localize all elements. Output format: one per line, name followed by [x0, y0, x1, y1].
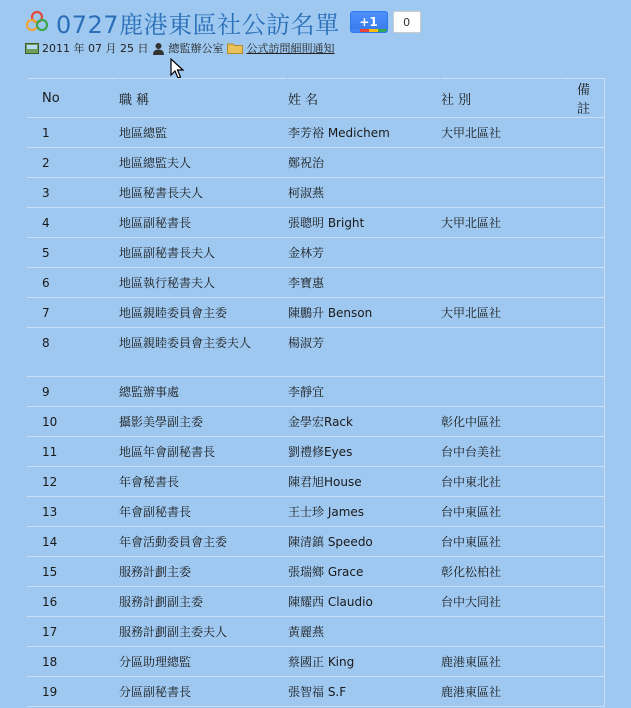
cell-club — [441, 328, 562, 377]
table-header-row — [28, 79, 605, 118]
cell-club — [441, 377, 562, 407]
cell-title: 服務計劃副主委 — [119, 587, 288, 617]
cell-no: 10 — [28, 407, 119, 437]
cell-name: 金學宏Rack — [288, 407, 441, 437]
table-row — [28, 148, 605, 178]
post-meta — [25, 40, 334, 56]
table-row — [28, 497, 605, 527]
cell-name: 張智福 S.F — [288, 677, 441, 707]
cell-no: 4 — [28, 208, 119, 238]
visit-list-table — [27, 78, 605, 707]
cell-no: 11 — [28, 437, 119, 467]
user-icon — [152, 42, 165, 55]
table-row — [28, 118, 605, 148]
cell-name: 陳鵬升 Benson — [288, 298, 441, 328]
cell-note — [562, 178, 605, 208]
cell-club: 彰化松柏社 — [441, 557, 562, 587]
cell-name: 張瑞鄉 Grace — [288, 557, 441, 587]
cell-no: 1 — [28, 118, 119, 148]
cell-name: 黃麗燕 — [288, 617, 441, 647]
cell-note — [562, 407, 605, 437]
cell-name: 王士珍 James — [288, 497, 441, 527]
col-header-name: 姓 名 — [288, 79, 441, 118]
cell-title: 年會副秘書長 — [119, 497, 288, 527]
cell-no: 12 — [28, 467, 119, 497]
cell-no: 19 — [28, 677, 119, 707]
cell-club: 台中大同社 — [441, 587, 562, 617]
cell-note — [562, 557, 605, 587]
cell-no: 13 — [28, 497, 119, 527]
cell-club: 台中東區社 — [441, 527, 562, 557]
table-row — [28, 557, 605, 587]
cell-title: 分區副秘書長 — [119, 677, 288, 707]
post-title[interactable]: 0727鹿港東區社公訪名單 — [56, 10, 340, 39]
col-header-note: 備 註 — [562, 79, 605, 118]
cell-note — [562, 677, 605, 707]
cell-title: 服務計劃主委 — [119, 557, 288, 587]
cell-note — [562, 298, 605, 328]
table-row — [28, 647, 605, 677]
cell-name: 柯淑燕 — [288, 178, 441, 208]
cell-note — [562, 377, 605, 407]
cell-no: 5 — [28, 238, 119, 268]
plus-one-count: 0 — [393, 11, 421, 33]
table-row — [28, 677, 605, 707]
google-plus-one[interactable] — [350, 11, 421, 33]
table-row — [28, 178, 605, 208]
cell-no: 9 — [28, 377, 119, 407]
cell-name: 金林芳 — [288, 238, 441, 268]
cell-club: 彰化中區社 — [441, 407, 562, 437]
cell-club: 鹿港東區社 — [441, 677, 562, 707]
cell-club: 大甲北區社 — [441, 208, 562, 238]
cell-no: 17 — [28, 617, 119, 647]
cell-club — [441, 268, 562, 298]
cell-title: 地區副秘書長 — [119, 208, 288, 238]
table-body — [28, 118, 605, 707]
cell-note — [562, 497, 605, 527]
cell-club — [441, 238, 562, 268]
cell-name: 李寶惠 — [288, 268, 441, 298]
cell-title: 攝影美學副主委 — [119, 407, 288, 437]
cell-club — [441, 178, 562, 208]
col-header-no: No — [28, 79, 119, 118]
cell-note — [562, 268, 605, 298]
cell-note — [562, 467, 605, 497]
table-row — [28, 377, 605, 407]
cell-name: 劉禮修Eyes — [288, 437, 441, 467]
cell-name: 鄭祝治 — [288, 148, 441, 178]
table-row — [28, 407, 605, 437]
cell-note — [562, 617, 605, 647]
cell-note — [562, 647, 605, 677]
cell-title: 分區助理總監 — [119, 647, 288, 677]
post-date: 2011 年 07 月 25 日 — [42, 42, 149, 55]
cell-title: 地區親睦委員會主委 — [119, 298, 288, 328]
post-header — [24, 6, 421, 38]
table-row — [28, 208, 605, 238]
cell-no: 2 — [28, 148, 119, 178]
table-row — [28, 617, 605, 647]
cell-note — [562, 148, 605, 178]
cell-club — [441, 617, 562, 647]
mouse-cursor-icon — [170, 58, 184, 80]
cell-name: 陳清鎮 Speedo — [288, 527, 441, 557]
col-header-title: 職 稱 — [119, 79, 288, 118]
cell-club: 大甲北區社 — [441, 298, 562, 328]
table-row — [28, 328, 605, 377]
cell-title: 地區親睦委員會主委夫人 — [119, 328, 288, 377]
cell-note — [562, 328, 605, 377]
cell-title: 總監辦事處 — [119, 377, 288, 407]
table-row — [28, 268, 605, 298]
cell-note — [562, 208, 605, 238]
table-row — [28, 587, 605, 617]
folder-icon — [227, 42, 243, 54]
calendar-image-icon — [25, 43, 39, 54]
cell-title: 地區秘書長夫人 — [119, 178, 288, 208]
table-row — [28, 467, 605, 497]
cell-title: 年會活動委員會主委 — [119, 527, 288, 557]
cell-name: 張聰明 Bright — [288, 208, 441, 238]
cell-name: 陳君旭House — [288, 467, 441, 497]
cell-note — [562, 527, 605, 557]
cell-title: 地區副秘書長夫人 — [119, 238, 288, 268]
cell-no: 8 — [28, 328, 119, 377]
cell-note — [562, 238, 605, 268]
cell-title: 地區總監 — [119, 118, 288, 148]
post-category-link[interactable]: 公式訪問細則通知 — [246, 42, 335, 55]
table-row — [28, 298, 605, 328]
cell-club — [441, 148, 562, 178]
cell-title: 服務計劃副主委夫人 — [119, 617, 288, 647]
plus-one-button[interactable]: +1 — [350, 11, 388, 33]
cell-note — [562, 587, 605, 617]
cell-name: 楊淑芳 — [288, 328, 441, 377]
cell-club: 台中東區社 — [441, 497, 562, 527]
cell-no: 15 — [28, 557, 119, 587]
cell-note — [562, 118, 605, 148]
cell-name: 陳耀西 Claudio — [288, 587, 441, 617]
cell-club: 台中台美社 — [441, 437, 562, 467]
cell-name: 李芳裕 Medichem — [288, 118, 441, 148]
cell-no: 6 — [28, 268, 119, 298]
cell-name: 蔡國正 King — [288, 647, 441, 677]
cell-title: 地區執行秘書夫人 — [119, 268, 288, 298]
cell-note — [562, 437, 605, 467]
cell-no: 3 — [28, 178, 119, 208]
table-row — [28, 527, 605, 557]
cell-no: 16 — [28, 587, 119, 617]
post-author: 總監辦公室 — [168, 42, 224, 55]
table-row — [28, 238, 605, 268]
cell-club: 台中東北社 — [441, 467, 562, 497]
cell-no: 18 — [28, 647, 119, 677]
col-header-club: 社 別 — [441, 79, 562, 118]
cell-title: 年會秘書長 — [119, 467, 288, 497]
cell-title: 地區年會副秘書長 — [119, 437, 288, 467]
cell-no: 7 — [28, 298, 119, 328]
cell-no: 14 — [28, 527, 119, 557]
cell-title: 地區總監夫人 — [119, 148, 288, 178]
cell-name: 李靜宜 — [288, 377, 441, 407]
cell-club: 大甲北區社 — [441, 118, 562, 148]
rotary-logo-icon — [24, 9, 50, 35]
table-row — [28, 437, 605, 467]
cell-club: 鹿港東區社 — [441, 647, 562, 677]
